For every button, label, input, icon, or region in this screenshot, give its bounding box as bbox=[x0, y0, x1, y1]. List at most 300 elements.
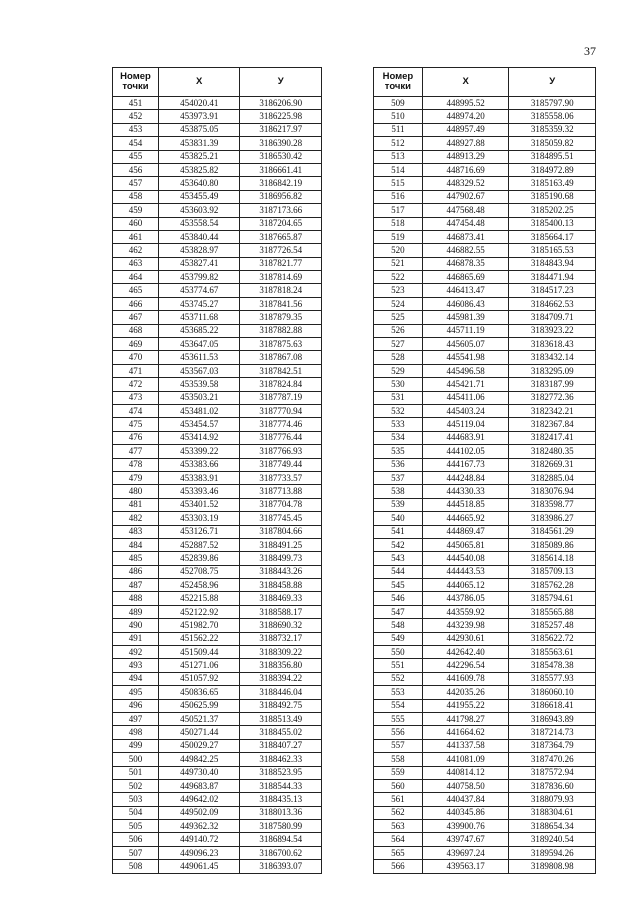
cell-x: 449683.87 bbox=[158, 779, 240, 792]
coordinates-table-right bbox=[373, 67, 596, 874]
table-row bbox=[374, 659, 596, 672]
cell-y: 3188690.32 bbox=[240, 619, 322, 632]
table-row bbox=[113, 137, 322, 150]
cell-point-number: 460 bbox=[113, 217, 159, 230]
cell-x: 453640.80 bbox=[158, 177, 240, 190]
cell-point-number: 512 bbox=[374, 137, 423, 150]
cell-x: 447454.48 bbox=[422, 217, 509, 230]
cell-y: 3183432.14 bbox=[509, 351, 596, 364]
table-row bbox=[113, 552, 322, 565]
table-row bbox=[374, 204, 596, 217]
cell-x: 453840.44 bbox=[158, 230, 240, 243]
cell-point-number: 468 bbox=[113, 324, 159, 337]
cell-y: 3188654.34 bbox=[509, 820, 596, 833]
cell-point-number: 525 bbox=[374, 311, 423, 324]
cell-y: 3189240.54 bbox=[509, 833, 596, 846]
cell-y: 3187787.19 bbox=[240, 391, 322, 404]
table-row bbox=[113, 338, 322, 351]
table-row bbox=[374, 391, 596, 404]
table-row bbox=[113, 619, 322, 632]
cell-x: 445541.98 bbox=[422, 351, 509, 364]
cell-x: 444869.47 bbox=[422, 525, 509, 538]
cell-y: 3189808.98 bbox=[509, 860, 596, 873]
cell-x: 446413.47 bbox=[422, 284, 509, 297]
table-row bbox=[113, 324, 322, 337]
cell-x: 453303.19 bbox=[158, 512, 240, 525]
table-row bbox=[113, 779, 322, 792]
cell-x: 453454.57 bbox=[158, 418, 240, 431]
cell-y: 3187726.54 bbox=[240, 244, 322, 257]
header-point-number-label: Номер точки bbox=[382, 71, 414, 92]
table-row bbox=[374, 324, 596, 337]
header-point-number bbox=[113, 68, 159, 97]
cell-y: 3188469.33 bbox=[240, 592, 322, 605]
table-row bbox=[113, 766, 322, 779]
table-row bbox=[374, 351, 596, 364]
cell-point-number: 453 bbox=[113, 123, 159, 136]
cell-y: 3187842.51 bbox=[240, 364, 322, 377]
cell-y: 3185478.38 bbox=[509, 659, 596, 672]
cell-x: 448329.52 bbox=[422, 177, 509, 190]
cell-x: 441798.27 bbox=[422, 712, 509, 725]
cell-x: 453774.67 bbox=[158, 284, 240, 297]
table-row bbox=[374, 110, 596, 123]
cell-y: 3187204.65 bbox=[240, 217, 322, 230]
table-row bbox=[113, 579, 322, 592]
cell-y: 3188079.93 bbox=[509, 793, 596, 806]
cell-point-number: 486 bbox=[113, 565, 159, 578]
table-row bbox=[113, 699, 322, 712]
cell-y: 3188443.26 bbox=[240, 565, 322, 578]
cell-x: 445421.71 bbox=[422, 378, 509, 391]
cell-point-number: 505 bbox=[113, 820, 159, 833]
table-row bbox=[113, 378, 322, 391]
cell-point-number: 533 bbox=[374, 418, 423, 431]
cell-x: 442035.26 bbox=[422, 686, 509, 699]
table-body bbox=[113, 97, 322, 874]
table-row bbox=[113, 659, 322, 672]
cell-point-number: 563 bbox=[374, 820, 423, 833]
cell-y: 3187713.88 bbox=[240, 485, 322, 498]
cell-x: 441955.22 bbox=[422, 699, 509, 712]
cell-y: 3187733.57 bbox=[240, 471, 322, 484]
table-row bbox=[113, 860, 322, 873]
cell-point-number: 549 bbox=[374, 632, 423, 645]
table-row bbox=[113, 793, 322, 806]
cell-point-number: 542 bbox=[374, 538, 423, 551]
cell-x: 445981.39 bbox=[422, 311, 509, 324]
table-row bbox=[374, 230, 596, 243]
cell-x: 453827.41 bbox=[158, 257, 240, 270]
cell-x: 453611.53 bbox=[158, 351, 240, 364]
table-row bbox=[374, 833, 596, 846]
cell-point-number: 546 bbox=[374, 592, 423, 605]
table-row bbox=[113, 820, 322, 833]
cell-x: 451562.22 bbox=[158, 632, 240, 645]
cell-x: 452122.92 bbox=[158, 605, 240, 618]
cell-x: 453414.92 bbox=[158, 431, 240, 444]
cell-point-number: 541 bbox=[374, 525, 423, 538]
cell-point-number: 520 bbox=[374, 244, 423, 257]
cell-point-number: 499 bbox=[113, 739, 159, 752]
cell-point-number: 475 bbox=[113, 418, 159, 431]
table-row bbox=[113, 244, 322, 257]
cell-x: 444518.85 bbox=[422, 498, 509, 511]
cell-point-number: 530 bbox=[374, 378, 423, 391]
cell-point-number: 457 bbox=[113, 177, 159, 190]
table-row bbox=[113, 712, 322, 725]
cell-x: 449096.23 bbox=[158, 846, 240, 859]
cell-y: 3187470.26 bbox=[509, 753, 596, 766]
cell-y: 3182480.35 bbox=[509, 445, 596, 458]
cell-y: 3185202.25 bbox=[509, 204, 596, 217]
cell-x: 453825.21 bbox=[158, 150, 240, 163]
table-row bbox=[113, 485, 322, 498]
cell-x: 453481.02 bbox=[158, 404, 240, 417]
cell-point-number: 564 bbox=[374, 833, 423, 846]
cell-x: 450029.27 bbox=[158, 739, 240, 752]
table-body bbox=[374, 97, 596, 874]
header-point-number-label: Номер точки bbox=[120, 71, 151, 92]
cell-point-number: 487 bbox=[113, 579, 159, 592]
cell-point-number: 514 bbox=[374, 163, 423, 176]
table-row bbox=[374, 364, 596, 377]
table-row bbox=[113, 284, 322, 297]
cell-y: 3185794.61 bbox=[509, 592, 596, 605]
cell-point-number: 477 bbox=[113, 445, 159, 458]
table-row bbox=[113, 672, 322, 685]
table-row bbox=[113, 565, 322, 578]
cell-y: 3186217.97 bbox=[240, 123, 322, 136]
cell-point-number: 466 bbox=[113, 297, 159, 310]
cell-x: 443239.98 bbox=[422, 619, 509, 632]
table-row bbox=[113, 163, 322, 176]
table-row bbox=[374, 512, 596, 525]
cell-y: 3183295.09 bbox=[509, 364, 596, 377]
cell-x: 453745.27 bbox=[158, 297, 240, 310]
cell-point-number: 465 bbox=[113, 284, 159, 297]
cell-point-number: 455 bbox=[113, 150, 159, 163]
cell-y: 3184972.89 bbox=[509, 163, 596, 176]
cell-x: 448927.88 bbox=[422, 137, 509, 150]
table-row bbox=[374, 646, 596, 659]
cell-point-number: 565 bbox=[374, 846, 423, 859]
cell-x: 453973.91 bbox=[158, 110, 240, 123]
cell-y: 3185059.82 bbox=[509, 137, 596, 150]
header-y: У bbox=[240, 68, 322, 97]
table-row bbox=[374, 686, 596, 699]
table-row bbox=[113, 739, 322, 752]
cell-x: 451509.44 bbox=[158, 646, 240, 659]
table-row bbox=[113, 445, 322, 458]
cell-y: 3187572.94 bbox=[509, 766, 596, 779]
cell-y: 3183923.22 bbox=[509, 324, 596, 337]
cell-point-number: 478 bbox=[113, 458, 159, 471]
table-row bbox=[374, 190, 596, 203]
cell-x: 449730.40 bbox=[158, 766, 240, 779]
cell-point-number: 459 bbox=[113, 204, 159, 217]
cell-point-number: 476 bbox=[113, 431, 159, 444]
cell-y: 3187882.88 bbox=[240, 324, 322, 337]
cell-x: 445119.04 bbox=[422, 418, 509, 431]
table-row bbox=[113, 364, 322, 377]
table-row bbox=[374, 619, 596, 632]
table-row bbox=[113, 525, 322, 538]
cell-point-number: 474 bbox=[113, 404, 159, 417]
table-row bbox=[113, 538, 322, 551]
coordinates-table-left bbox=[112, 67, 322, 874]
cell-x: 447902.67 bbox=[422, 190, 509, 203]
cell-y: 3185563.61 bbox=[509, 646, 596, 659]
cell-y: 3182417.41 bbox=[509, 431, 596, 444]
cell-x: 452458.96 bbox=[158, 579, 240, 592]
cell-point-number: 497 bbox=[113, 712, 159, 725]
cell-point-number: 550 bbox=[374, 646, 423, 659]
cell-y: 3185400.13 bbox=[509, 217, 596, 230]
cell-y: 3187173.66 bbox=[240, 204, 322, 217]
cell-point-number: 501 bbox=[113, 766, 159, 779]
cell-point-number: 532 bbox=[374, 404, 423, 417]
cell-x: 453567.03 bbox=[158, 364, 240, 377]
cell-point-number: 527 bbox=[374, 338, 423, 351]
cell-y: 3185558.06 bbox=[509, 110, 596, 123]
cell-y: 3186894.54 bbox=[240, 833, 322, 846]
cell-x: 442642.40 bbox=[422, 646, 509, 659]
cell-point-number: 473 bbox=[113, 391, 159, 404]
table-row bbox=[113, 512, 322, 525]
table-row bbox=[374, 605, 596, 618]
cell-y: 3188513.49 bbox=[240, 712, 322, 725]
table-row bbox=[374, 860, 596, 873]
table-header-row bbox=[374, 68, 596, 97]
table-row bbox=[374, 753, 596, 766]
table-row bbox=[113, 177, 322, 190]
cell-point-number: 503 bbox=[113, 793, 159, 806]
cell-x: 453399.22 bbox=[158, 445, 240, 458]
table-row bbox=[113, 230, 322, 243]
table-row bbox=[113, 726, 322, 739]
table-row bbox=[374, 445, 596, 458]
table-row bbox=[113, 271, 322, 284]
cell-point-number: 463 bbox=[113, 257, 159, 270]
table-row bbox=[374, 726, 596, 739]
cell-y: 3187814.69 bbox=[240, 271, 322, 284]
cell-y: 3186393.07 bbox=[240, 860, 322, 873]
table-row bbox=[113, 686, 322, 699]
table-row bbox=[374, 284, 596, 297]
cell-x: 439697.24 bbox=[422, 846, 509, 859]
cell-x: 453558.54 bbox=[158, 217, 240, 230]
cell-y: 3186661.41 bbox=[240, 163, 322, 176]
table-row bbox=[374, 498, 596, 511]
cell-y: 3185190.68 bbox=[509, 190, 596, 203]
cell-point-number: 490 bbox=[113, 619, 159, 632]
cell-y: 3187841.56 bbox=[240, 297, 322, 310]
cell-y: 3183986.27 bbox=[509, 512, 596, 525]
cell-y: 3187749.44 bbox=[240, 458, 322, 471]
cell-x: 440758.50 bbox=[422, 779, 509, 792]
cell-y: 3187836.60 bbox=[509, 779, 596, 792]
table-row bbox=[374, 739, 596, 752]
header-y: У bbox=[509, 68, 596, 97]
cell-y: 3188394.22 bbox=[240, 672, 322, 685]
cell-x: 453126.71 bbox=[158, 525, 240, 538]
cell-point-number: 472 bbox=[113, 378, 159, 391]
table-row bbox=[113, 431, 322, 444]
cell-x: 450625.99 bbox=[158, 699, 240, 712]
cell-point-number: 451 bbox=[113, 97, 159, 110]
cell-point-number: 515 bbox=[374, 177, 423, 190]
table-row bbox=[374, 766, 596, 779]
cell-point-number: 562 bbox=[374, 806, 423, 819]
cell-x: 441337.58 bbox=[422, 739, 509, 752]
cell-point-number: 540 bbox=[374, 512, 423, 525]
table-row bbox=[113, 846, 322, 859]
cell-y: 3185797.90 bbox=[509, 97, 596, 110]
table-row bbox=[113, 351, 322, 364]
cell-x: 444443.53 bbox=[422, 565, 509, 578]
cell-x: 453383.66 bbox=[158, 458, 240, 471]
table-row bbox=[374, 592, 596, 605]
cell-point-number: 554 bbox=[374, 699, 423, 712]
cell-y: 3185089.86 bbox=[509, 538, 596, 551]
table-row bbox=[113, 97, 322, 110]
table-row bbox=[374, 150, 596, 163]
cell-y: 3187580.99 bbox=[240, 820, 322, 833]
table-row bbox=[374, 552, 596, 565]
table-row bbox=[113, 257, 322, 270]
cell-y: 3187665.87 bbox=[240, 230, 322, 243]
cell-point-number: 492 bbox=[113, 646, 159, 659]
cell-point-number: 537 bbox=[374, 471, 423, 484]
cell-y: 3188492.75 bbox=[240, 699, 322, 712]
table-row bbox=[374, 217, 596, 230]
cell-point-number: 522 bbox=[374, 271, 423, 284]
cell-point-number: 551 bbox=[374, 659, 423, 672]
cell-point-number: 479 bbox=[113, 471, 159, 484]
cell-point-number: 528 bbox=[374, 351, 423, 364]
table-row bbox=[374, 311, 596, 324]
table-row bbox=[113, 498, 322, 511]
cell-y: 3187770.94 bbox=[240, 404, 322, 417]
cell-point-number: 524 bbox=[374, 297, 423, 310]
cell-point-number: 500 bbox=[113, 753, 159, 766]
cell-y: 3188446.04 bbox=[240, 686, 322, 699]
cell-point-number: 566 bbox=[374, 860, 423, 873]
cell-y: 3188304.61 bbox=[509, 806, 596, 819]
cell-point-number: 470 bbox=[113, 351, 159, 364]
cell-point-number: 485 bbox=[113, 552, 159, 565]
cell-x: 444665.92 bbox=[422, 512, 509, 525]
cell-y: 3185709.13 bbox=[509, 565, 596, 578]
cell-x: 452839.86 bbox=[158, 552, 240, 565]
cell-x: 448995.52 bbox=[422, 97, 509, 110]
cell-y: 3185163.49 bbox=[509, 177, 596, 190]
table-row bbox=[374, 257, 596, 270]
cell-point-number: 521 bbox=[374, 257, 423, 270]
cell-y: 3186390.28 bbox=[240, 137, 322, 150]
cell-point-number: 454 bbox=[113, 137, 159, 150]
cell-point-number: 483 bbox=[113, 525, 159, 538]
cell-x: 453393.46 bbox=[158, 485, 240, 498]
table-row bbox=[374, 378, 596, 391]
cell-y: 3182772.36 bbox=[509, 391, 596, 404]
cell-point-number: 452 bbox=[113, 110, 159, 123]
cell-point-number: 469 bbox=[113, 338, 159, 351]
cell-x: 444540.08 bbox=[422, 552, 509, 565]
cell-point-number: 489 bbox=[113, 605, 159, 618]
table-row bbox=[113, 150, 322, 163]
table-row bbox=[374, 565, 596, 578]
cell-x: 439747.67 bbox=[422, 833, 509, 846]
cell-point-number: 484 bbox=[113, 538, 159, 551]
cell-y: 3186943.89 bbox=[509, 712, 596, 725]
cell-point-number: 506 bbox=[113, 833, 159, 846]
cell-y: 3187364.79 bbox=[509, 739, 596, 752]
table-row bbox=[374, 271, 596, 284]
cell-point-number: 494 bbox=[113, 672, 159, 685]
table-row bbox=[374, 779, 596, 792]
table-row bbox=[374, 137, 596, 150]
cell-y: 3187879.35 bbox=[240, 311, 322, 324]
cell-x: 453875.05 bbox=[158, 123, 240, 136]
cell-y: 3187818.24 bbox=[240, 284, 322, 297]
table-row bbox=[374, 538, 596, 551]
cell-y: 3188499.73 bbox=[240, 552, 322, 565]
cell-point-number: 538 bbox=[374, 485, 423, 498]
cell-y: 3187804.66 bbox=[240, 525, 322, 538]
cell-x: 442930.61 bbox=[422, 632, 509, 645]
cell-x: 446873.41 bbox=[422, 230, 509, 243]
table-row bbox=[374, 97, 596, 110]
cell-point-number: 531 bbox=[374, 391, 423, 404]
table-row bbox=[374, 846, 596, 859]
cell-x: 451057.92 bbox=[158, 672, 240, 685]
cell-y: 3186956.82 bbox=[240, 190, 322, 203]
table-row bbox=[374, 672, 596, 685]
table-row bbox=[113, 391, 322, 404]
cell-x: 453383.91 bbox=[158, 471, 240, 484]
table-row bbox=[374, 806, 596, 819]
cell-x: 450271.44 bbox=[158, 726, 240, 739]
cell-point-number: 557 bbox=[374, 739, 423, 752]
cell-x: 448716.69 bbox=[422, 163, 509, 176]
cell-x: 453711.68 bbox=[158, 311, 240, 324]
cell-y: 3188491.25 bbox=[240, 538, 322, 551]
cell-x: 445496.58 bbox=[422, 364, 509, 377]
cell-point-number: 552 bbox=[374, 672, 423, 685]
cell-y: 3188462.33 bbox=[240, 753, 322, 766]
cell-x: 449842.25 bbox=[158, 753, 240, 766]
cell-y: 3187774.46 bbox=[240, 418, 322, 431]
cell-x: 452887.52 bbox=[158, 538, 240, 551]
cell-x: 453401.52 bbox=[158, 498, 240, 511]
cell-x: 453539.58 bbox=[158, 378, 240, 391]
table-row bbox=[113, 605, 322, 618]
cell-y: 3185622.72 bbox=[509, 632, 596, 645]
table-row bbox=[374, 793, 596, 806]
cell-x: 444102.05 bbox=[422, 445, 509, 458]
table-row bbox=[374, 458, 596, 471]
cell-point-number: 491 bbox=[113, 632, 159, 645]
cell-point-number: 526 bbox=[374, 324, 423, 337]
cell-point-number: 523 bbox=[374, 284, 423, 297]
table-row bbox=[374, 471, 596, 484]
cell-y: 3188544.33 bbox=[240, 779, 322, 792]
cell-point-number: 482 bbox=[113, 512, 159, 525]
cell-x: 453828.97 bbox=[158, 244, 240, 257]
cell-point-number: 553 bbox=[374, 686, 423, 699]
